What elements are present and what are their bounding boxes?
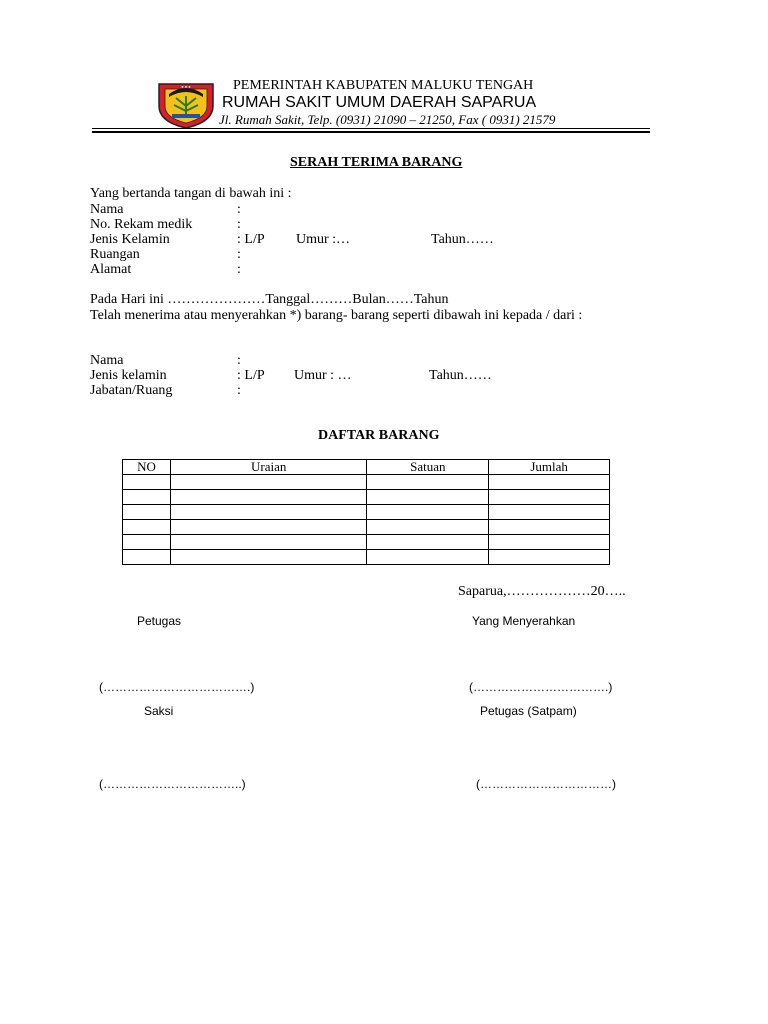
document-title: SERAH TERIMA BARANG bbox=[290, 155, 463, 170]
table-cell bbox=[123, 490, 171, 505]
table-cell bbox=[170, 520, 367, 535]
signature-label-yang-menyerahkan: Yang Menyerahkan bbox=[472, 614, 576, 628]
umur-field: Umur :… bbox=[296, 232, 351, 247]
table-cell bbox=[170, 505, 367, 520]
jenis-kelamin2-value: : L/P bbox=[237, 368, 265, 383]
alamat-label: Alamat bbox=[90, 262, 132, 277]
table-cell bbox=[367, 475, 489, 490]
jabatan-colon: : bbox=[237, 383, 241, 398]
col-header-jumlah: Jumlah bbox=[489, 460, 610, 475]
letterhead-divider-thick bbox=[92, 131, 650, 133]
table-cell bbox=[489, 535, 610, 550]
nama2-label: Nama bbox=[90, 353, 124, 368]
place-date: Saparua,………………20….. bbox=[458, 584, 626, 599]
umur2-field: Umur : … bbox=[294, 368, 352, 383]
tahun2-field: Tahun…… bbox=[429, 368, 492, 383]
jenis-kelamin-label: Jenis Kelamin bbox=[90, 232, 170, 247]
table-cell bbox=[170, 550, 367, 565]
col-header-satuan: Satuan bbox=[367, 460, 489, 475]
table-cell bbox=[489, 550, 610, 565]
item-table bbox=[122, 459, 610, 565]
signature-blank-saksi: (……………………………..) bbox=[99, 777, 246, 791]
date-line: Pada Hari ini …………………Tanggal………Bulan……Tahun bbox=[90, 292, 449, 307]
nama2-colon: : bbox=[237, 353, 241, 368]
signature-blank-petugas-satpam: (……………………………) bbox=[476, 777, 616, 791]
table-cell bbox=[489, 475, 610, 490]
table-cell bbox=[367, 550, 489, 565]
table-row bbox=[123, 505, 610, 520]
table-row bbox=[123, 475, 610, 490]
signature-label-petugas: Petugas bbox=[137, 614, 182, 628]
signature-label-saksi: Saksi bbox=[144, 704, 174, 718]
rekam-medik-label: No. Rekam medik bbox=[90, 217, 193, 232]
intro-text: Yang bertanda tangan di bawah ini : bbox=[90, 186, 292, 201]
table-row bbox=[123, 490, 610, 505]
government-line: PEMERINTAH KABUPATEN MALUKU TENGAH bbox=[233, 78, 534, 93]
item-list-title: DAFTAR BARANG bbox=[318, 428, 440, 443]
table-cell bbox=[170, 490, 367, 505]
col-header-no: NO bbox=[123, 460, 171, 475]
receive-statement: Telah menerima atau menyerahkan *) barang- barang seperti dibawah ini kepada / dari : bbox=[90, 308, 583, 323]
table-cell bbox=[123, 520, 171, 535]
hospital-name: RUMAH SAKIT UMUM DAERAH SAPARUA bbox=[222, 94, 537, 111]
signature-blank-petugas: (……………………………….) bbox=[99, 680, 255, 694]
signature-label-petugas-satpam: Petugas (Satpam) bbox=[480, 704, 577, 718]
jenis-kelamin-value: : L/P bbox=[237, 232, 265, 247]
table-header-row bbox=[123, 460, 610, 475]
rekam-medik-colon: : bbox=[237, 217, 241, 232]
table-row bbox=[123, 520, 610, 535]
jabatan-label: Jabatan/Ruang bbox=[90, 383, 173, 398]
alamat-colon: : bbox=[237, 262, 241, 277]
table-cell bbox=[170, 475, 367, 490]
letterhead-divider-thin bbox=[92, 128, 650, 129]
jenis-kelamin2-label: Jenis kelamin bbox=[90, 368, 167, 383]
ruangan-label: Ruangan bbox=[90, 247, 140, 262]
signature-blank-yang-menyerahkan: (…………………………….) bbox=[469, 680, 613, 694]
table-cell bbox=[489, 490, 610, 505]
table-cell bbox=[489, 520, 610, 535]
table-cell bbox=[367, 505, 489, 520]
table-row bbox=[123, 550, 610, 565]
col-header-uraian: Uraian bbox=[170, 460, 367, 475]
table-cell bbox=[170, 535, 367, 550]
table-cell bbox=[123, 535, 171, 550]
table-cell bbox=[123, 475, 171, 490]
table-cell bbox=[123, 505, 171, 520]
table-cell bbox=[367, 535, 489, 550]
table-cell bbox=[123, 550, 171, 565]
table-cell bbox=[367, 490, 489, 505]
nama-label: Nama bbox=[90, 202, 124, 217]
ruangan-colon: : bbox=[237, 247, 241, 262]
regency-crest-icon bbox=[155, 80, 217, 130]
hospital-address: Jl. Rumah Sakit, Telp. (0931) 21090 – 21250, Fax ( 0931) 21579 bbox=[219, 112, 556, 127]
table-cell bbox=[489, 505, 610, 520]
table-row bbox=[123, 535, 610, 550]
tahun-field: Tahun…… bbox=[431, 232, 494, 247]
nama-colon: : bbox=[237, 202, 241, 217]
svg-text:● ● ●: ● ● ● bbox=[181, 84, 191, 89]
table-cell bbox=[367, 520, 489, 535]
